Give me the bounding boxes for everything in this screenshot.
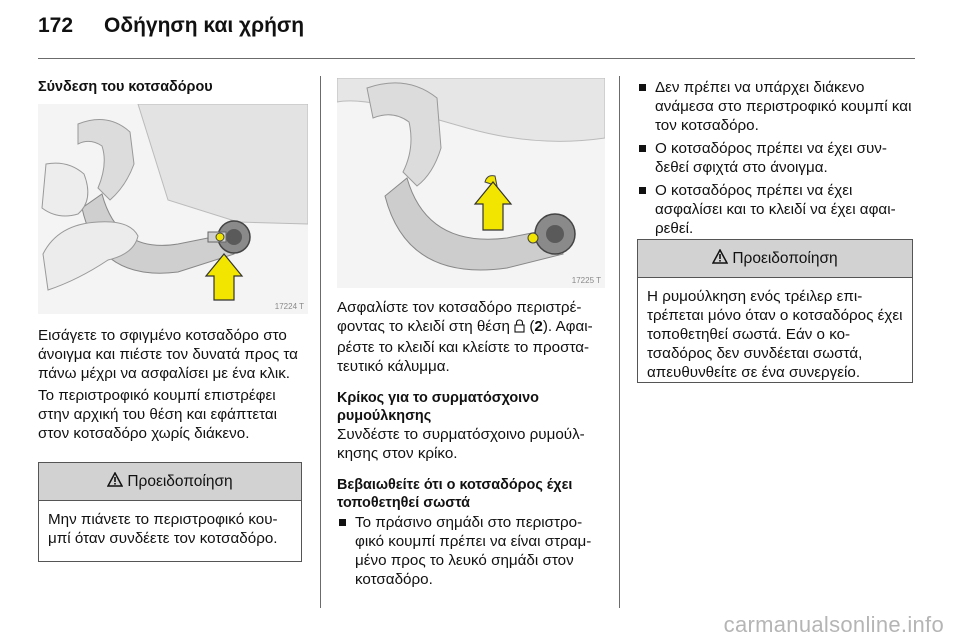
hitch-insert-illustration bbox=[38, 104, 308, 314]
paragraph-lock-key: Ασφαλίστε τον κοτσαδόρο περιστρέ-φοντας το κλειδί στη θέση (2). Αφαι-ρέστε το κλειδί και κλείστε το προστα-τευτικό κάλυμμα. bbox=[337, 299, 593, 375]
warning-box-right bbox=[637, 239, 913, 383]
check-bullets-right bbox=[637, 78, 913, 238]
section-heading-connect: Σύνδεση του κοτσαδόρου bbox=[38, 79, 213, 95]
list-item: Το πράσινο σημάδι στο περιστρο-φικό κουμπί πρέπει να είναι στραμ-μένο προς το λευκό σημάδι στον κοτσαδόρο. bbox=[337, 513, 609, 589]
hitch-lock-illustration bbox=[337, 78, 605, 288]
warning-triangle-icon bbox=[107, 472, 123, 492]
list-item: Δεν πρέπει να υπάρχει διάκενο ανάμεσα στο περιστροφικό κουμπί και τον κοτσαδόρο. bbox=[637, 78, 913, 135]
column-divider-1 bbox=[320, 76, 321, 608]
list-item: Ο κοτσαδόρος πρέπει να έχει συν-δεθεί σφιχτά στο άνοιγμα. bbox=[637, 139, 913, 177]
paragraph-towing-eye: Συνδέστε το συρματόσχοινο ρυμούλ-κησης στον κρίκο. bbox=[337, 426, 585, 462]
paragraph-insert-hitch: Εισάγετε το σφιγμένο κοτσαδόρο στο άνοιγμα και πιέστε τον δυνατά προς τα πάνω μέχρι να ασφαλίσει με ένα κλικ. bbox=[38, 327, 298, 382]
section-heading-towing-eye: Κρίκος για το συρματόσχοινο ρυμούλκησης bbox=[337, 390, 539, 424]
warning-title-right: Προειδοποίηση bbox=[732, 249, 838, 267]
warning-text-right: Η ρυμούλκηση ενός τρέιλερ επι-τρέπεται μόνο όταν ο κοτσαδόρος έχει τοποθετηθεί σωστά. Εάν ο κο-τσαδόρος δεν συνδέεται σωστά, απευθυνθείτε σε ένα συνεργείο. bbox=[647, 288, 903, 381]
page-number: 172 bbox=[38, 14, 74, 37]
warning-header-right bbox=[638, 240, 912, 278]
list-item: Ο κοτσαδόρος πρέπει να έχει ασφαλίσει και το κλειδί να έχει αφαι-ρεθεί. bbox=[637, 181, 913, 238]
column-divider-2 bbox=[619, 76, 620, 608]
check-bullets-middle bbox=[337, 513, 609, 589]
figure-hitch-lock bbox=[337, 78, 605, 288]
warning-header-left bbox=[39, 463, 301, 501]
warning-text-left: Μην πιάνετε το περιστροφικό κου-μπί όταν συνδέετε τον κοτσαδόρο. bbox=[48, 511, 278, 547]
middle-column-text bbox=[337, 298, 609, 589]
left-column bbox=[38, 78, 308, 96]
header-rule bbox=[38, 58, 915, 59]
page-header-title: Οδήγηση και χρήση bbox=[104, 14, 305, 37]
warning-triangle-icon bbox=[712, 249, 728, 269]
paragraph-knob-returns: Το περιστροφικό κουμπί επιστρέφει στην αρχική του θέση και εφάπτεται στον κοτσαδόρο χωρίς διάκενο. bbox=[38, 387, 278, 442]
left-column-text bbox=[38, 326, 310, 443]
section-heading-check-mounting: Βεβαιωθείτε ότι ο κοτσαδόρος έχει τοποθετηθεί σωστά bbox=[337, 477, 573, 511]
warning-box-left bbox=[38, 462, 302, 562]
figure-code-17225: 17225 T bbox=[571, 276, 601, 285]
warning-title-left: Προειδοποίηση bbox=[127, 472, 233, 490]
right-column-text bbox=[637, 78, 913, 238]
figure-hitch-insert bbox=[38, 104, 308, 314]
figure-code-17224: 17224 T bbox=[274, 302, 304, 311]
lock-symbol-icon bbox=[514, 319, 525, 338]
watermark: carmanualsonline.info bbox=[723, 612, 944, 637]
